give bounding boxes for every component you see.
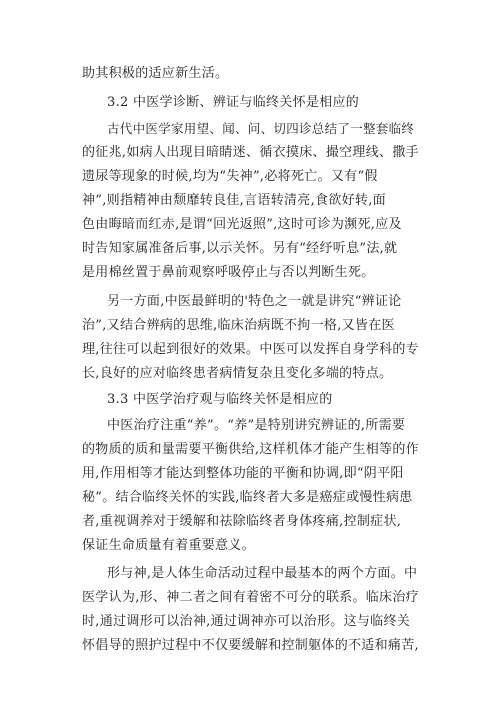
text-line: 用,作用相等才能达到整体功能的平衡和协调,即“阴平阳 <box>82 466 404 481</box>
text-line: 长,良好的应对临终患者病情复杂且变化多端的特点。 <box>82 366 393 381</box>
text-line: 时告知家属准备后事,以示关怀。另有“经纾听息”法,就 <box>82 241 398 256</box>
text-line: 色由晦暗而红赤,是谓“回光返照”,这时可诊为濒死,应及 <box>82 217 402 232</box>
text-line: 形与神,是人体生命活动过程中最基本的两个方面。中 <box>107 566 418 581</box>
text-line: 另一方面,中医最鲜明的'特色之一就是讲究“辨证论 <box>107 294 402 309</box>
text-line: 助其积极的适应新生活。 <box>82 66 229 81</box>
text-line: 中医治疗注重“养”。“养”是特别讲究辨证的,所需要 <box>107 418 406 433</box>
text-line: 理,往往可以起到很好的效果。中医可以发挥自身学科的专 <box>82 342 419 357</box>
text-line: 是用棉丝置于鼻前观察呼吸停止与否以判断生死。 <box>82 265 375 280</box>
text-line: 者,重视调养对于缓解和祛除临终者身体疼痛,控制症状, <box>82 514 402 529</box>
section-heading: 3.3 中医学治疗观与临终关怀是相应的 <box>107 392 333 407</box>
text-line: 秘”。结合临终关怀的实践,临终者大多是癌症或慢性病患 <box>82 490 413 505</box>
text-line: 时,通过调形可以治神,通过调神亦可以治形。这与临终关 <box>82 614 411 629</box>
text-line: 古代中医学家用望、闻、问、切四诊总结了一整套临终 <box>107 121 415 136</box>
text-line: 保证生命质量有着重要意义。 <box>82 538 255 553</box>
text-line: 医学认为,形、神二者之间有着密不可分的联系。临床治疗 <box>82 590 419 605</box>
text-line: 遗尿等现象的时候,均为“失神”,必将死亡。又有“假 <box>82 169 378 184</box>
section-heading: 3.2 中医学诊断、辨证与临终关怀是相应的 <box>107 95 360 110</box>
text-line: 神”,则指精神由颓靡转良佳,言语转清亮,食欲好转,面 <box>82 193 386 208</box>
text-line: 治”,又结合辨病的思维,临床治病既不拘一格,又皆在医 <box>82 318 395 333</box>
text-line: 怀倡导的照护过程中不仅要缓解和控制躯体的不适和痛苦, <box>82 638 419 653</box>
text-line: 的征兆,如病人出现目暗睛迷、循衣摸床、撮空理线、撒手 <box>82 145 419 160</box>
text-line: 的物质的质和量需要平衡供给,这样机体才能产生相等的作 <box>82 442 419 457</box>
